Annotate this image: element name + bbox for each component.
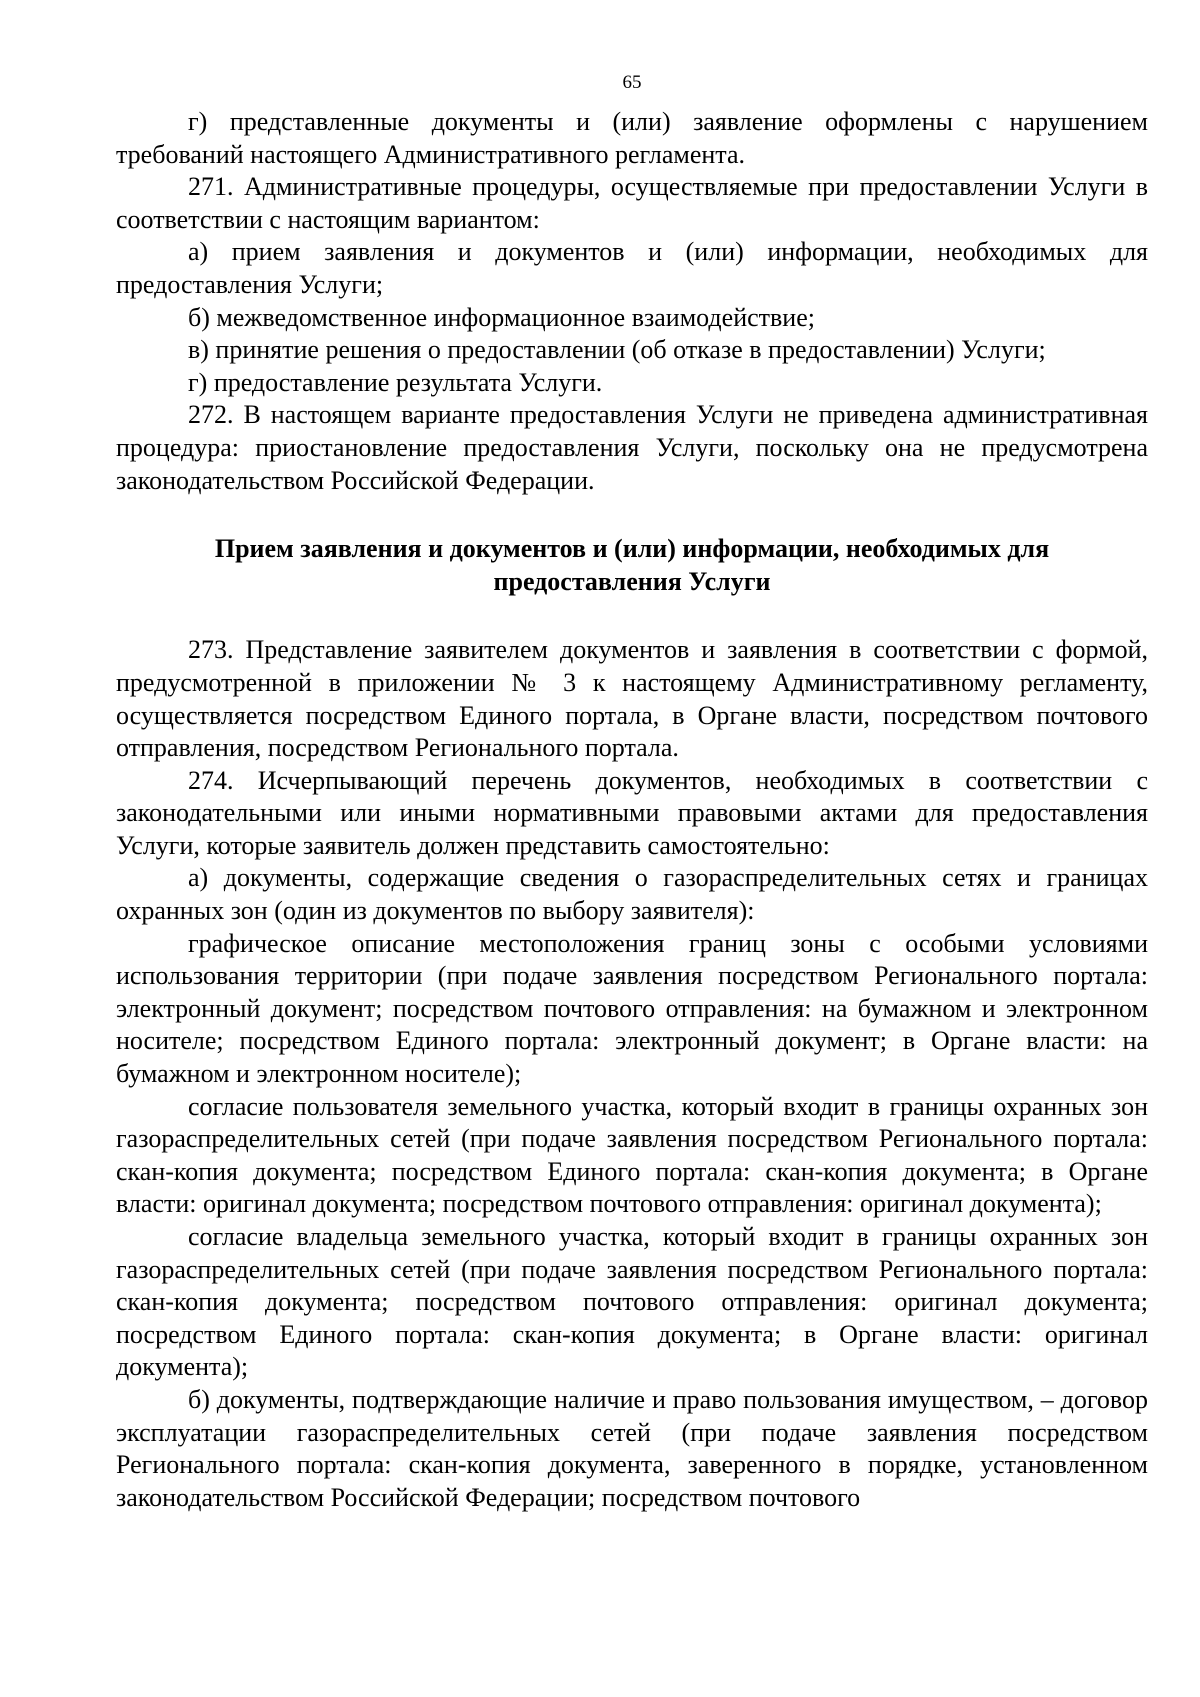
section-heading-line-2: предоставления Услуги xyxy=(493,566,771,596)
paragraph-g-violations: г) представленные документы и (или) заявление оформлены с нарушением требований настоящего Административного регламента. xyxy=(116,107,1148,169)
page-number: 65 xyxy=(622,72,642,93)
paragraph-graphic-description: графическое описание местоположения границ зоны с особыми условиями использования территории (при подаче заявления посредством Регионального портала: электронный документ; посредством почтового отправления: на бумажном и электронном носителе; посредством Единого портала: электронный документ; в Органе власти: на бумажном и электронном носителе); xyxy=(116,928,1148,1089)
paragraph-271: 271. Административные процедуры, осуществляемые при предоставлении Услуги в соответствии с настоящим вариантом: xyxy=(116,172,1148,234)
paragraph-273: 273. Представление заявителем документов и заявления в соответствии с формой, предусмотренной в приложении № 3 к настоящему Административному регламенту, осуществляется посредством Единого портала, в Органе власти, посредством почтового отправления, посредством Регионального портала. xyxy=(116,635,1148,763)
paragraph-user-consent: согласие пользователя земельного участка, который входит в границы охранных зон газораспределительных сетей (при подаче заявления посредством Регионального портала: скан-копия документа; посредством Единого портала: скан-копия документа; в Органе власти: оригинал документа; посредством почтового отправления: оригинал документа); xyxy=(116,1091,1148,1219)
section-heading-line-1: Прием заявления и документов и (или) информации, необходимых для xyxy=(214,534,1050,564)
paragraph-274: 274. Исчерпывающий перечень документов, необходимых в соответствии с законодательными или иными нормативными правовыми актами для предоставления Услуги, которые заявитель должен представить самостоятельно: xyxy=(116,765,1148,860)
paragraph-owner-consent: согласие владельца земельного участка, который входит в границы охранных зон газораспределительных сетей (при подаче заявления посредством Регионального портала: скан-копия документа; посредством почтового отправления: оригинал документа; посредством Единого портала: скан-копия документа; в Органе власти: оригинал документа); xyxy=(116,1222,1148,1382)
paragraph-274-b: б) документы, подтверждающие наличие и право пользования имуществом, – договор эксплуатации газораспределительных сетей (при подаче заявления посредством Регионального портала: скан-копия документа, заверенного в порядке, установленном законодательством Российской Федерации; посредством почтового xyxy=(116,1384,1148,1512)
paragraph-271-b: б) межведомственное информационное взаимодействие; xyxy=(188,302,815,332)
section-heading xyxy=(116,533,1148,598)
paragraph-272: 272. В настоящем варианте предоставления Услуги не приведена административная процедура: приостановление предоставления Услуги, поскольку она не предусмотрена законодательством Российской Федерации. xyxy=(116,400,1148,495)
body-text-bottom xyxy=(116,634,1148,1514)
paragraph-271-v: в) принятие решения о предоставлении (об отказе в предоставлении) Услуги; xyxy=(188,335,1046,365)
paragraph-271-a: а) прием заявления и документов и (или) информации, необходимых для предоставления Услуги; xyxy=(116,237,1148,299)
paragraph-274-a: а) документы, содержащие сведения о газораспределительных сетях и границах охранных зон (один из документов по выбору заявителя): xyxy=(116,863,1148,926)
paragraph-271-g: г) предоставление результата Услуги. xyxy=(188,367,603,397)
body-text-top xyxy=(116,106,1148,497)
